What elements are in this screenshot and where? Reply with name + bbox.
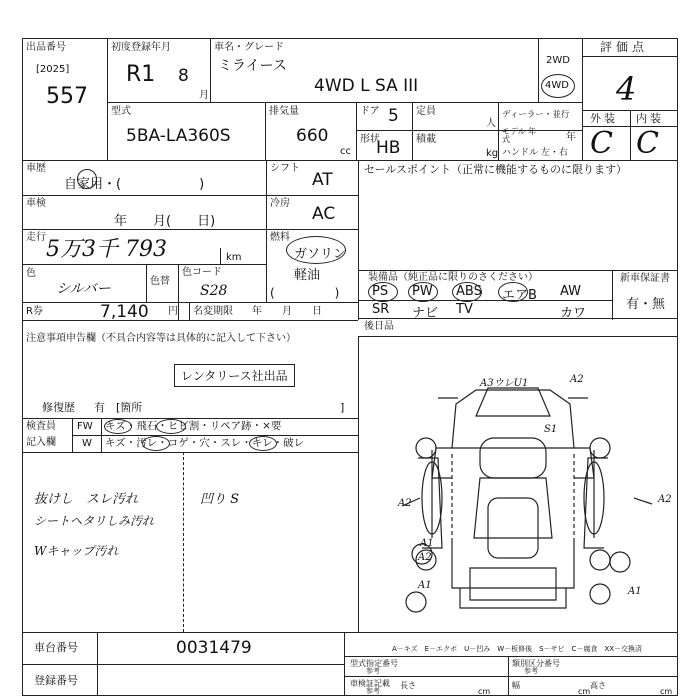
divider [508, 656, 509, 696]
recycle-label: R券 [26, 306, 43, 317]
damage-mark: S1 [544, 424, 558, 435]
height-unit: cm [660, 687, 673, 696]
fuel-circle [286, 236, 346, 264]
repair-close: ] [340, 401, 345, 414]
damage-mark: A2 [418, 552, 432, 563]
equipment-circle [408, 282, 438, 302]
mileage-unit: km [226, 252, 242, 263]
divider [22, 452, 358, 453]
warranty-value: 有・無 [626, 297, 666, 312]
post-label: 後日品 [364, 321, 394, 332]
mark-circle [156, 419, 186, 434]
model-value: 5BA-LA360S [126, 126, 231, 146]
interior-label: 内装 [636, 112, 664, 125]
inspection-value: 年 月( 日) [114, 214, 216, 229]
inspector-label-2: 記入欄 [26, 437, 56, 448]
fuel-label: 燃料 [270, 232, 290, 243]
drive-2wd: 2WD [546, 55, 570, 66]
cert-label: 車検証記載 [350, 679, 390, 688]
color-value: シルバー [56, 281, 111, 297]
divider [107, 102, 582, 103]
divider [612, 270, 613, 320]
divider [22, 302, 358, 303]
history-value: 自家用・( ) [64, 177, 205, 192]
damage-mark: A2 [398, 498, 412, 509]
rental-stamp: レンタリース社出品 [174, 364, 295, 387]
divider [344, 656, 678, 657]
displacement-label: 排気量 [269, 106, 299, 117]
grade: 4WD L SA III [314, 76, 419, 96]
equipment-circle [368, 282, 398, 302]
fuel-paren: ( ) [270, 286, 340, 300]
shape-label: 形状 [360, 134, 380, 145]
mileage-label: 走行 [26, 232, 46, 243]
mark-circle [142, 436, 170, 451]
equipment-item: AW [560, 284, 582, 299]
drive-4wd: 4WD [545, 80, 569, 91]
inspection-label: 車検 [26, 198, 46, 209]
width-label: 幅 [512, 681, 520, 690]
first-reg-label: 初度登録年月 [111, 42, 171, 53]
divider [630, 110, 631, 160]
height-label: 高さ [590, 681, 606, 690]
notes-title: 注意事項申告欄（不具合内容等は具体的に記入して下さい） [26, 333, 296, 344]
damage-mark: A2 [658, 494, 672, 505]
load-label: 積載 [416, 134, 436, 145]
divider [344, 632, 345, 696]
divider [356, 130, 582, 131]
handwritten-line-1b: 凹り S [200, 492, 240, 507]
reg-era: R1 [126, 62, 156, 87]
lot-number: 557 [46, 84, 88, 109]
divider [358, 336, 359, 632]
class-ref: 参考 [524, 667, 538, 675]
mileage-value: 5万3千 793 [46, 237, 167, 262]
divider [356, 102, 357, 160]
equipment-item: PS [372, 284, 389, 299]
recycle-unit: 円 [168, 306, 178, 317]
exterior-label: 外装 [590, 112, 618, 125]
ac-label: 冷房 [270, 198, 290, 209]
history-label: 車歴 [26, 163, 46, 174]
inspector-w: W [82, 438, 92, 449]
score-label: 評価点 [600, 40, 649, 54]
fuel-diesel: 軽油 [294, 268, 321, 283]
inspector-row-1: キズ・飛石・ヒビ割・リペア跡・×要 [105, 420, 282, 432]
equipment-item: PW [412, 284, 433, 299]
history-circle [77, 169, 97, 189]
displacement-value: 660 [296, 126, 329, 146]
model-label: 型式 [111, 106, 131, 117]
equipment-item: SR [372, 302, 390, 317]
shift-value: AT [312, 170, 333, 190]
model-year-label: モデル 年式 [502, 127, 537, 144]
legend: A－キズ E－エクボ U－凹み W－板修後 S－サビ C－腐食 XX－交換済 [392, 645, 643, 653]
damage-mark: A3ウレU1 [480, 378, 529, 389]
divider [538, 38, 539, 102]
inspector-row-2: キズ・汚レ・コゲ・穴・スレ・キレ・破レ [105, 437, 305, 449]
divider [22, 264, 266, 265]
cert-ref: 参考 [366, 687, 380, 695]
year-unit: 年 [566, 132, 576, 143]
divider [22, 320, 358, 321]
chassis-value: 0031479 [176, 638, 252, 658]
reg-label: 登録番号 [34, 674, 78, 687]
divider [178, 264, 179, 320]
equipment-item: ナビ [412, 306, 439, 321]
handwritten-line-2: シートヘタリしみ汚れ [34, 514, 155, 528]
equipment-item: カワ [560, 306, 587, 321]
chassis-label: 車台番号 [34, 641, 78, 654]
color-code-value: S28 [200, 283, 228, 299]
inspector-label-1: 検査員 [26, 421, 56, 432]
divider [22, 229, 358, 230]
width-unit: cm [578, 687, 591, 696]
load-unit: kg [486, 148, 499, 159]
repair-value: 有 [箇所 [94, 401, 143, 414]
car-name: ミライース [218, 58, 287, 74]
class-label: 類別区分番号 [512, 659, 560, 668]
recycle-value: 7,140 [100, 302, 149, 322]
damage-mark: A1 [420, 538, 434, 549]
equipment-item: ABS [456, 284, 482, 299]
divider [22, 195, 358, 196]
divider [358, 318, 678, 319]
divider [412, 102, 413, 160]
color-code-label: 色コード [182, 267, 222, 278]
handwritten-line-1: 抜けし スレ汚れ [34, 492, 139, 507]
type-approval-ref: 参考 [366, 667, 380, 675]
divider [72, 435, 358, 436]
divider [265, 102, 266, 160]
equipment-item: TV [456, 302, 473, 317]
year-note: [2025] [36, 64, 70, 75]
displacement-unit: cc [340, 146, 351, 157]
repair-label: 修復歴 [42, 401, 75, 414]
shift-label: シフト [270, 163, 300, 174]
doors-value: 5 [388, 106, 399, 126]
equipment-circle [452, 282, 482, 302]
divider [266, 160, 267, 302]
warranty-label: 新車保証書 [620, 273, 670, 284]
divider [358, 160, 359, 320]
length-unit: cm [478, 687, 491, 696]
mark-circle [104, 419, 132, 434]
divider [107, 38, 108, 160]
fuel-gas: ガソリン [294, 247, 347, 262]
color-label: 色 [26, 268, 36, 279]
divider [22, 664, 344, 665]
equipment-title: 装備品（純正品に限りのさください） [368, 272, 538, 283]
equipment-circle [498, 282, 528, 302]
ac-value: AC [312, 204, 336, 224]
handwritten-line-3: Wキャップ汚れ [34, 544, 119, 558]
divider [358, 270, 678, 271]
divider [582, 56, 678, 57]
selling-title: セールスポイント（正常に機能するものに限ります） [364, 163, 628, 176]
capacity-unit: 人 [486, 118, 496, 129]
damage-mark: A1 [628, 586, 642, 597]
name-change-value: 年 月 日 [252, 306, 322, 317]
lot-label: 出品番号 [26, 42, 66, 53]
reg-month-unit: 月 [199, 90, 209, 101]
color-change-label: 色替 [150, 276, 170, 287]
damage-mark: A2 [570, 374, 584, 385]
dealer-label: ディーラー・並行 [502, 110, 570, 120]
type-approval-label: 型式指定番号 [350, 659, 398, 668]
divider [183, 452, 184, 632]
inspector-fw: FW [77, 421, 93, 432]
score-value: 4 [616, 70, 637, 108]
name-grade-label: 車名・グレード [214, 42, 284, 53]
interior-value: C [636, 126, 659, 161]
divider [358, 300, 612, 301]
divider [189, 302, 190, 320]
capacity-label: 定員 [416, 106, 436, 117]
divider [220, 248, 221, 264]
mark-circle [249, 436, 277, 451]
name-change-label: 名変期限 [193, 306, 233, 317]
divider [22, 160, 678, 161]
divider [146, 264, 147, 302]
divider [22, 632, 678, 633]
equipment-item: エアB [502, 288, 537, 303]
divider [498, 102, 499, 160]
divider [358, 336, 678, 337]
exterior-value: C [590, 126, 613, 161]
shape-value: HB [376, 138, 401, 158]
handle-label: ハンドル 左・右 [502, 148, 568, 158]
length-label: 長さ [400, 681, 416, 690]
reg-month: 8 [178, 66, 189, 86]
divider [344, 676, 678, 677]
doors-label: ドア [360, 106, 380, 117]
divider [97, 632, 98, 696]
divider [210, 38, 211, 102]
damage-mark: A1 [418, 580, 432, 591]
